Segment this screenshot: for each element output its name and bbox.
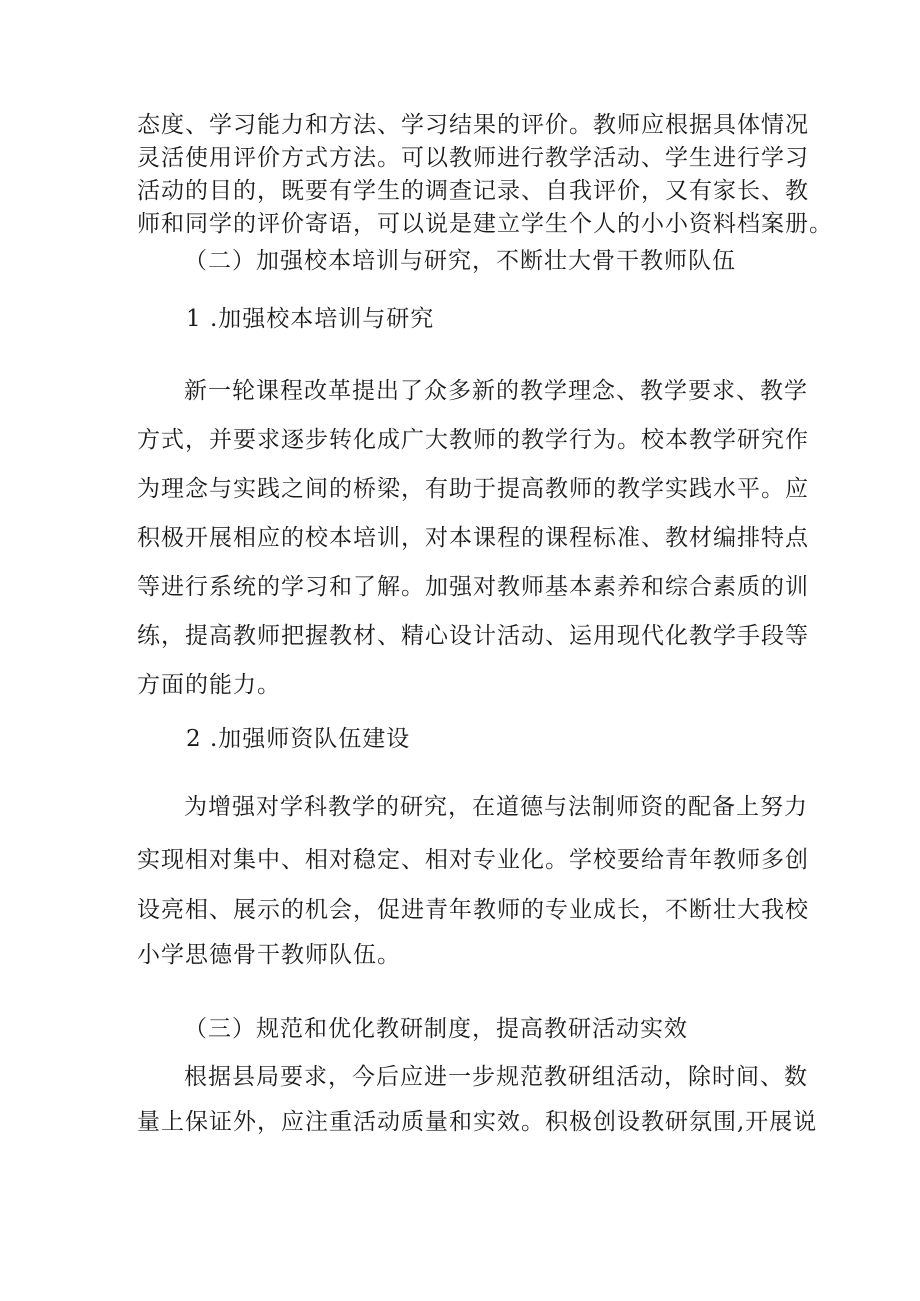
intro-line-4: 师和同学的评价寄语，可以说是建立学生个人的小小资料档案册。: [137, 211, 833, 237]
sub1-line-2: 方式，并要求逐步转化成广大教师的教学行为。校本教学研究作: [137, 427, 809, 453]
sub1-line-6: 练，提高教师把握教材、精心设计活动、运用现代化教学手段等: [137, 623, 809, 649]
section-3-heading: （三）规范和优化教研制度，提高教研活动实效: [184, 1016, 688, 1042]
intro-line-2: 灵活使用评价方式方法。可以教师进行教学活动、学生进行学习: [137, 145, 809, 171]
sub2-line-2: 实现相对集中、相对稳定、相对专业化。学校要给青年教师多创: [137, 847, 809, 873]
section-2-heading: （二）加强校本培训与研究，不断壮大骨干教师队伍: [184, 248, 736, 274]
sub1-line-7: 方面的能力。: [137, 672, 281, 698]
sub2-line-4: 小学思德骨干教师队伍。: [137, 942, 401, 968]
sub2-line-3: 设亮相、展示的机会，促进青年教师的专业成长，不断壮大我校: [137, 897, 809, 923]
sub1-line-5: 等进行系统的学习和了解。加强对教师基本素养和综合素质的训: [137, 574, 809, 600]
sub1-line-1: 新一轮课程改革提出了众多新的教学理念、教学要求、教学: [184, 378, 808, 404]
subsection-1-heading: 1 .加强校本培训与研究: [186, 306, 435, 332]
sub1-line-4: 积极开展相应的校本培训，对本课程的课程标准、教材编排特点: [137, 525, 809, 551]
section3-line-2: 量上保证外，应注重活动质量和实效。积极创设教研氛围,开展说: [137, 1109, 818, 1135]
subsection-2-heading: 2 .加强师资队伍建设: [186, 726, 411, 752]
intro-line-3: 活动的目的，既要有学生的调查记录、自我评价，又有家长、教: [137, 178, 809, 204]
section3-line-1: 根据县局要求，今后应进一步规范教研组活动，除时间、数: [184, 1064, 808, 1090]
sub1-line-3: 为理念与实践之间的桥梁，有助于提高教师的教学实践水平。应: [137, 476, 809, 502]
intro-line-1: 态度、学习能力和方法、学习结果的评价。教师应根据具体情况: [137, 112, 809, 138]
sub2-line-1: 为增强对学科教学的研究，在道德与法制师资的配备上努力: [184, 794, 808, 820]
